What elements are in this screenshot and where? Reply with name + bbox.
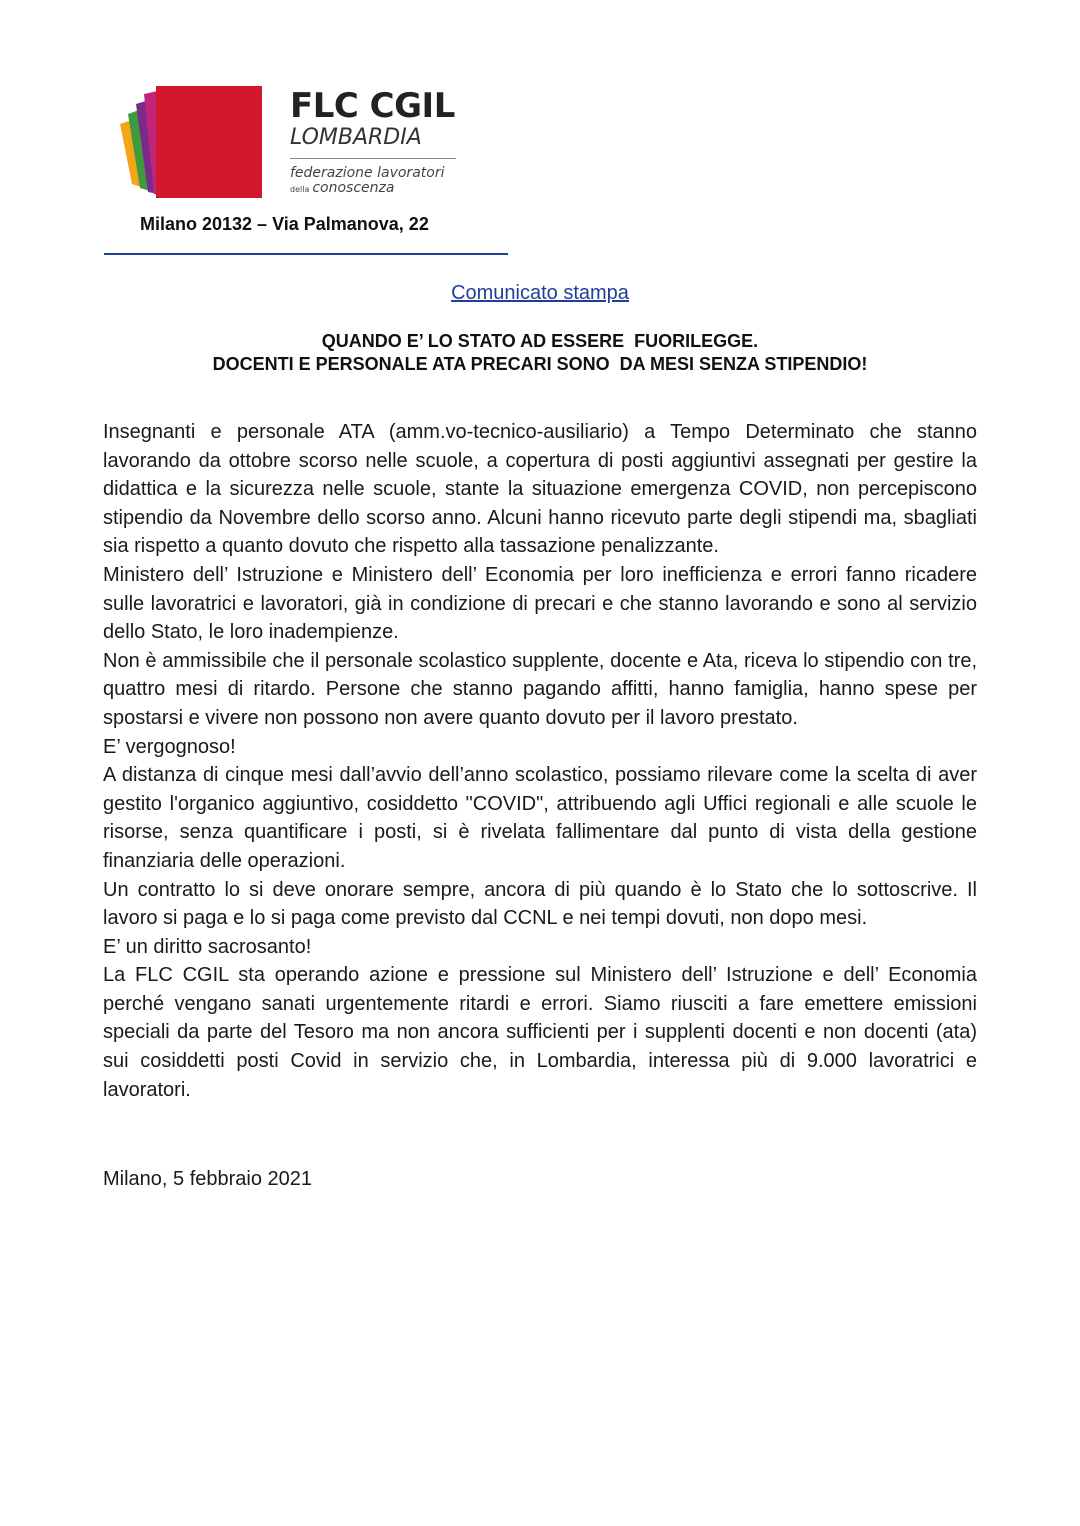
address-divider: [104, 253, 508, 255]
headline: [90, 330, 990, 376]
brand-tagline-2: [290, 181, 470, 197]
paragraph: E’ vergognoso!: [103, 735, 236, 758]
brand-name: FLC CGIL: [290, 86, 455, 126]
paragraph: Ministero dell’ Istruzione e Ministero dell’ Economia per loro inefficienza e errori fanno ricadere sulle lavoratrici e lavoratori, già in condizione di precari e che stanno lavorando e sono al servizio dello Stato, le loro inadempienze.: [103, 563, 977, 644]
brand-block: [290, 88, 470, 197]
headline-line-2: DOCENTI E PERSONALE ATA PRECARI SONO DA MESI SENZA STIPENDIO!: [212, 354, 868, 374]
paragraph: Un contratto lo si deve onorare sempre, ancora di più quando è lo Stato che lo sottoscrive. Il lavoro si paga e lo si paga come previsto dal CCNL e nei tempi dovuti, non dopo mesi.: [103, 878, 977, 930]
paragraph: La FLC CGIL sta operando azione e pressione sul Ministero dell’ Istruzione e dell’ Economia perché vengano sanati urgentemente ritardi e errori. Siamo riusciti a fare emettere emissioni speciali da parte del Tesoro ma non ancora sufficienti per i supplenti docenti e non docenti (ata) sui cosiddetti posti Covid in servizio che, in Lombardia, interessa più di 9.000 lavoratrici e lavoratori.: [103, 964, 977, 1101]
paragraph: E’ un diritto sacrosanto!: [103, 935, 312, 958]
flc-cgil-logo-icon: [104, 76, 264, 206]
brand-region: LOMBARDIA: [290, 125, 422, 150]
press-release-link[interactable]: Comunicato stampa: [451, 282, 629, 304]
paragraph: Insegnanti e personale ATA (amm.vo-tecnico-ausiliario) a Tempo Determinato che stanno lavorando da ottobre scorso nelle scuole, a copertura di posti aggiuntivi assegnati per gestire la didattica e la sicurezza nelle scuole, stante la situazione emergenza COVID, non percepiscono stipendio da Novembre dello scorso anno. Alcuni hanno ricevuto parte degli stipendi ma, sbagliati sia rispetto a quanto dovuto che rispetto alla tassazione penalizzante.: [103, 421, 977, 558]
address: Milano 20132 – Via Palmanova, 22: [140, 214, 429, 234]
brand-divider: [290, 158, 456, 159]
brand-tagline-1: federazione lavoratori: [290, 165, 445, 181]
signoff-date: Milano, 5 febbraio 2021: [103, 1168, 313, 1190]
letterhead: [104, 76, 472, 216]
brand-tagline-word: conoscenza: [312, 180, 395, 196]
headline-line-1: QUANDO E’ LO STATO AD ESSERE FUORILEGGE.: [321, 331, 759, 351]
body-text: [103, 418, 977, 1104]
paragraph: A distanza di cinque mesi dall’avvio dell’anno scolastico, possiamo rilevare come la scelta di aver gestito l'organico aggiuntivo, cosiddetto "COVID", attribuendo agli Uffici regionali e alle scuole le risorse, senza quantificare i posti, si è rivelata fallimentare dal punto di vista della gestione finanziaria delle operazioni.: [103, 764, 977, 872]
paragraph: Non è ammissibile che il personale scolastico supplente, docente e Ata, riceva lo stipendio con tre, quattro mesi di ritardo. Persone che stanno pagando affitti, hanno famiglia, hanno spese per spostarsi e vivere non possono non avere quanto dovuto per il lavoro prestato.: [103, 649, 977, 729]
brand-tagline-small: della: [290, 185, 310, 194]
